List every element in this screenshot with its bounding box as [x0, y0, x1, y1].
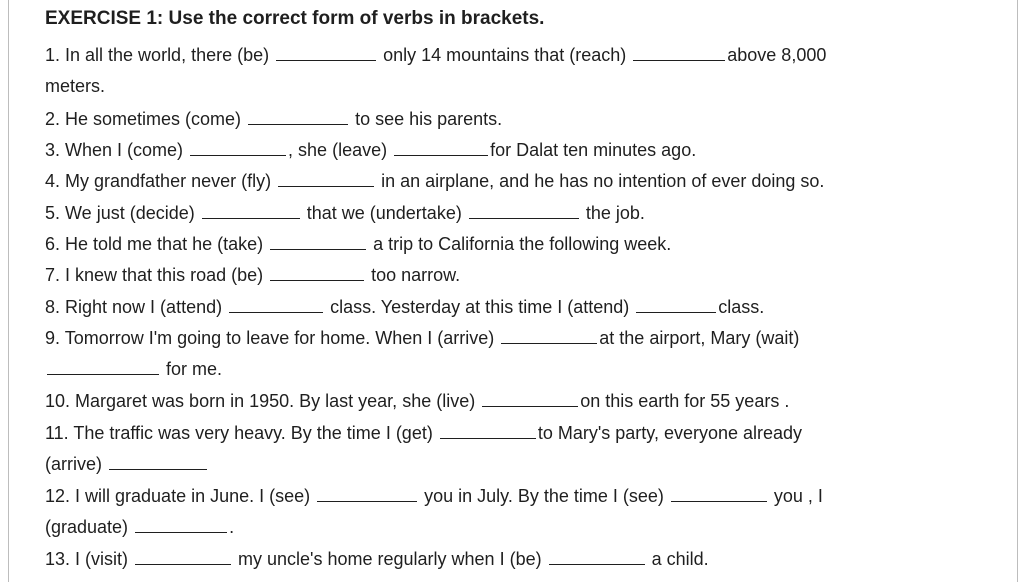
answer-blank[interactable]	[270, 248, 366, 250]
line-text: 12. I will graduate in June. I (see)	[45, 486, 316, 506]
line-text: you in July. By the time I (see)	[419, 486, 669, 506]
line-text: 4. My grandfather never (fly)	[45, 171, 277, 191]
answer-blank[interactable]	[229, 311, 323, 313]
line-text: 13. I (visit)	[45, 549, 134, 569]
line-text: a child.	[646, 549, 709, 569]
exercise-line	[45, 485, 823, 507]
line-text: to Mary's party, everyone already	[537, 423, 803, 443]
answer-blank[interactable]	[633, 59, 725, 61]
answer-blank[interactable]	[549, 563, 645, 565]
line-text: that we (undertake)	[301, 203, 467, 223]
answer-blank[interactable]	[276, 59, 376, 61]
exercise-line	[45, 170, 824, 192]
line-text: on this earth for 55 years .	[580, 391, 790, 411]
exercise-line	[45, 44, 826, 66]
answer-blank[interactable]	[440, 437, 536, 439]
exercise-line	[45, 516, 234, 538]
answer-blank[interactable]	[202, 217, 300, 219]
line-text: to see his parents.	[350, 109, 503, 129]
line-text: 3. When I (come)	[45, 140, 189, 160]
line-text: 5. We just (decide)	[45, 203, 200, 223]
line-text: above 8,000	[727, 45, 827, 65]
exercise-line	[45, 233, 671, 255]
line-text: 7. I knew that this road (be)	[45, 265, 269, 285]
line-text: 9. Tomorrow I'm going to leave for home. When I (arrive)	[45, 328, 500, 348]
exercise-line	[45, 327, 799, 349]
line-text: class.	[718, 297, 765, 317]
line-text: at the airport, Mary (wait)	[599, 328, 800, 348]
answer-blank[interactable]	[248, 123, 348, 125]
exercise-line	[45, 390, 789, 412]
exercise-line	[45, 453, 209, 475]
exercise-line	[45, 139, 696, 161]
exercise-line	[45, 358, 222, 380]
answer-blank[interactable]	[671, 500, 767, 502]
exercise-title: EXERCISE 1: Use the correct form of verbs in brackets.	[45, 8, 545, 29]
line-text: my uncle's home regularly when I (be)	[233, 549, 547, 569]
answer-blank[interactable]	[501, 342, 597, 344]
line-text: the job.	[580, 203, 645, 223]
line-text: only 14 mountains that (reach)	[378, 45, 632, 65]
worksheet-page	[8, 0, 1018, 582]
line-text: 11. The traffic was very heavy. By the time I (get)	[45, 423, 438, 443]
answer-blank[interactable]	[190, 154, 286, 156]
answer-blank[interactable]	[278, 185, 374, 187]
line-text: in an airplane, and he has no intention of ever doing so.	[376, 171, 825, 191]
answer-blank[interactable]	[317, 500, 417, 502]
line-text: 1. In all the world, there (be)	[45, 45, 275, 65]
line-text: , she (leave)	[288, 140, 393, 160]
answer-blank[interactable]	[135, 531, 227, 533]
line-text: you , I	[768, 486, 823, 506]
exercise-line	[45, 264, 460, 286]
answer-blank[interactable]	[394, 154, 488, 156]
answer-blank[interactable]	[636, 311, 716, 313]
line-text: .	[229, 517, 235, 537]
line-text: meters.	[45, 76, 106, 96]
exercise-line	[45, 296, 764, 318]
answer-blank[interactable]	[469, 217, 579, 219]
exercise-line	[45, 75, 105, 97]
answer-blank[interactable]	[482, 405, 578, 407]
line-text: (arrive)	[45, 454, 107, 474]
line-text: 8. Right now I (attend)	[45, 297, 228, 317]
line-text: too narrow.	[366, 265, 461, 285]
exercise-line	[45, 422, 802, 444]
exercise-line	[45, 202, 645, 224]
exercise-line	[45, 108, 502, 130]
line-text: for me.	[161, 359, 223, 379]
answer-blank[interactable]	[109, 468, 207, 470]
line-text: (graduate)	[45, 517, 134, 537]
answer-blank[interactable]	[135, 563, 231, 565]
answer-blank[interactable]	[270, 279, 364, 281]
line-text: a trip to California the following week.	[368, 234, 672, 254]
exercise-line	[45, 548, 709, 570]
line-text: 10. Margaret was born in 1950. By last year, she (live)	[45, 391, 481, 411]
line-text: class. Yesterday at this time I (attend)	[325, 297, 635, 317]
answer-blank[interactable]	[47, 373, 159, 375]
line-text: for Dalat ten minutes ago.	[490, 140, 697, 160]
line-text: 6. He told me that he (take)	[45, 234, 269, 254]
line-text: 2. He sometimes (come)	[45, 109, 247, 129]
